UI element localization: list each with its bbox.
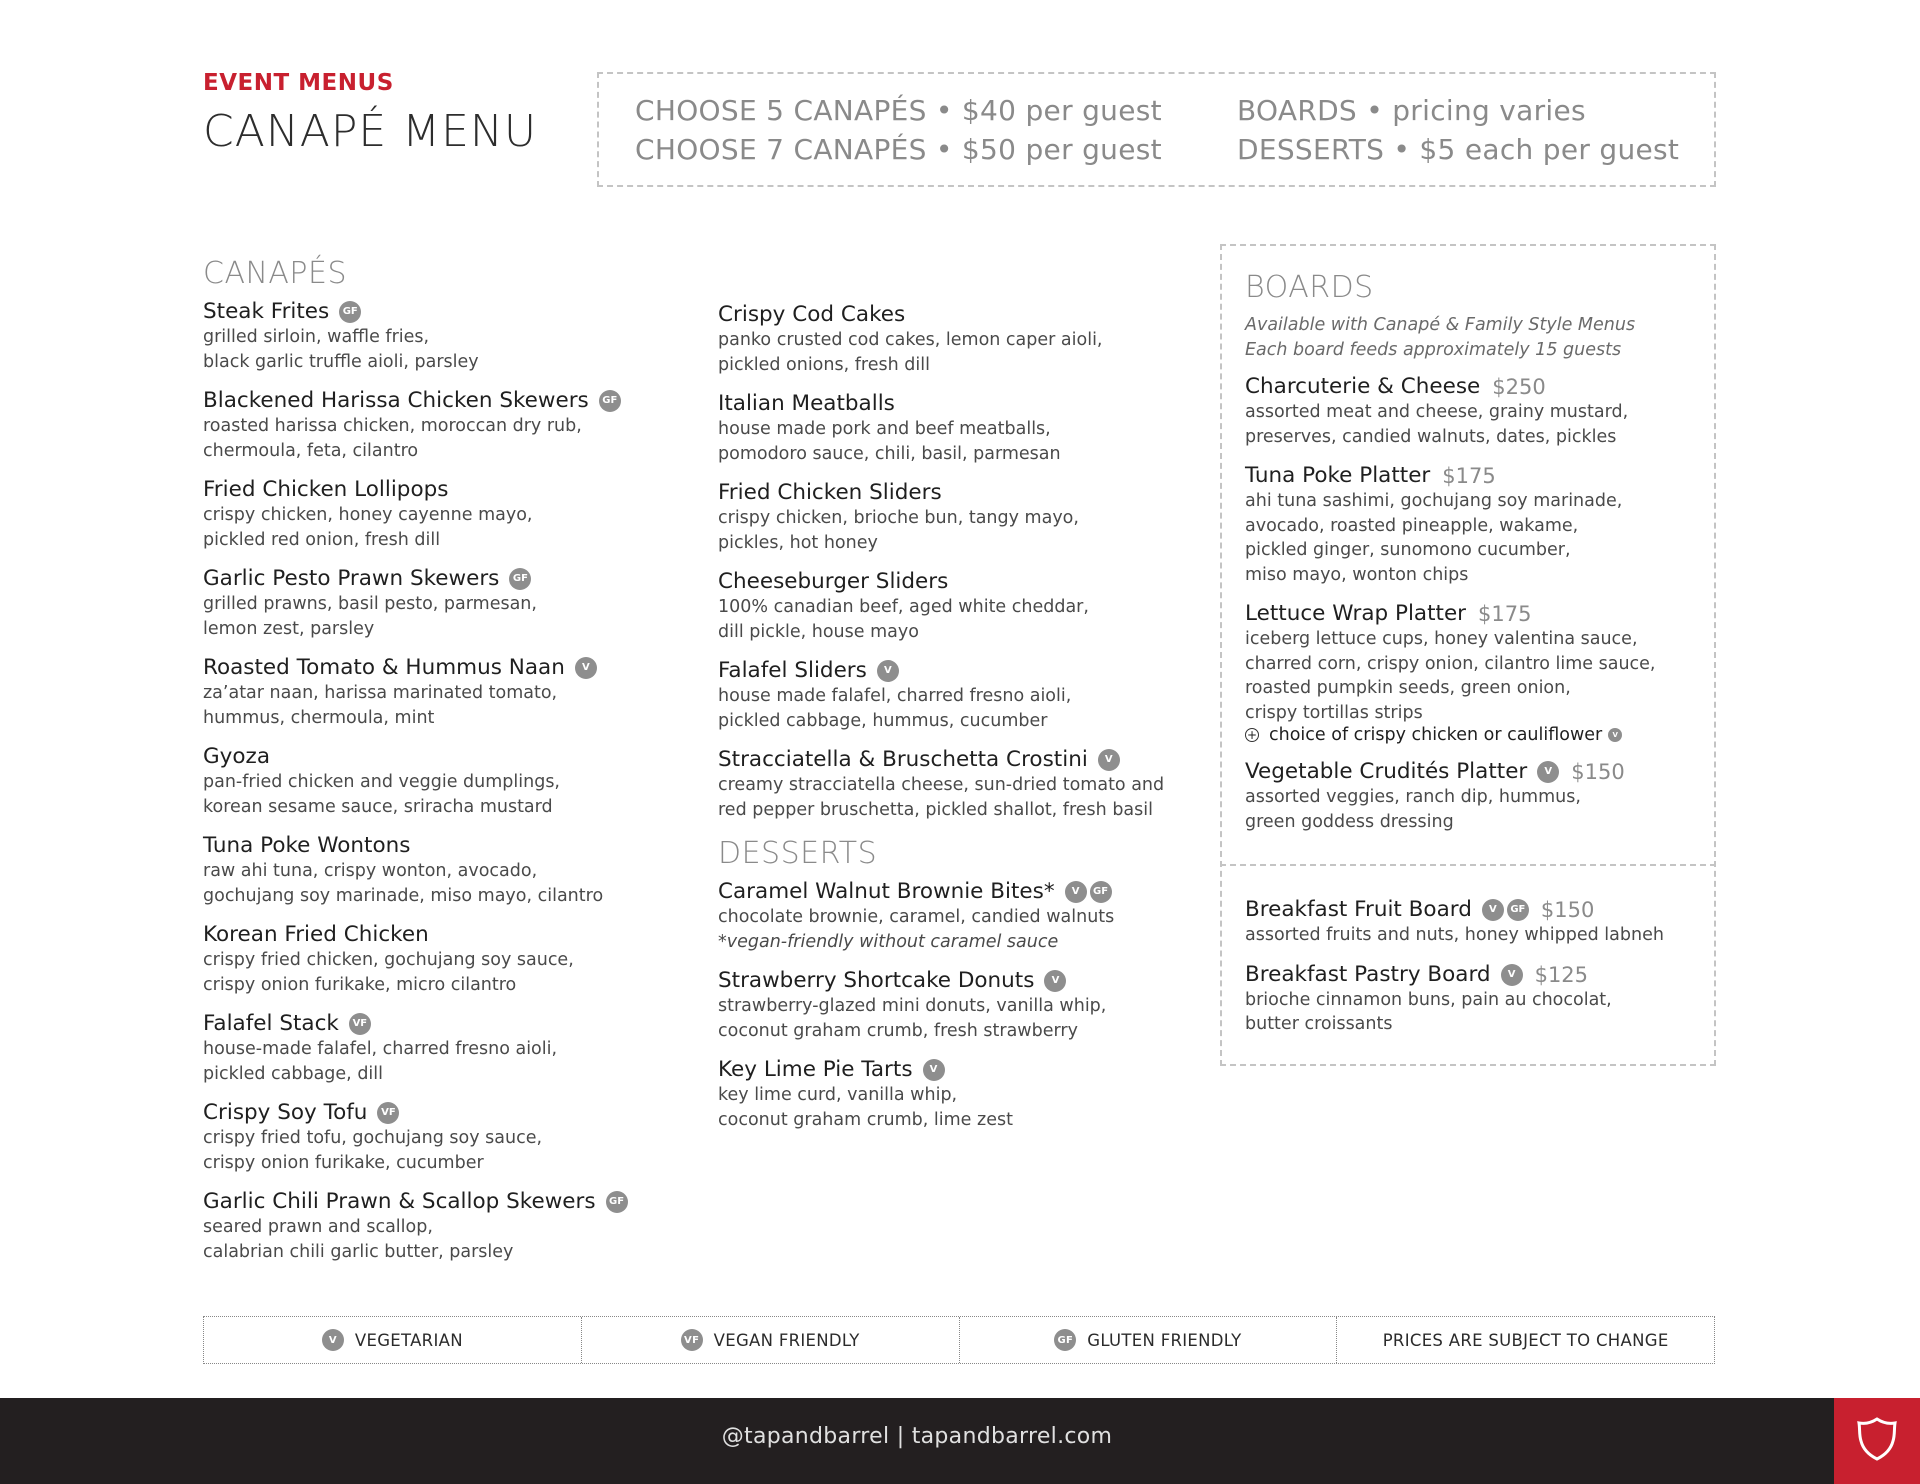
vegan-badge-icon: VF — [349, 1013, 371, 1035]
footer — [0, 1398, 1920, 1484]
menu-item-description: za’atar naan, harissa marinated tomato, — [203, 683, 558, 703]
vegetarian-badge-icon: V — [1537, 761, 1559, 783]
menu-item-description: pan-fried chicken and veggie dumplings, — [203, 772, 560, 792]
menu-item-title-row — [1245, 601, 1656, 627]
menu-item-title-row — [1245, 897, 1664, 923]
menu-item-title-row — [718, 968, 1164, 994]
menu-item-title-row — [718, 391, 1164, 417]
vegetarian-badge-icon: V — [877, 660, 899, 682]
menu-item-name: Crispy Soy Tofu — [203, 1100, 368, 1125]
menu-item-name: Lettuce Wrap Platter — [1245, 601, 1467, 626]
menu-item-name: Caramel Walnut Brownie Bites* — [718, 879, 1055, 904]
menu-item-title-row — [718, 747, 1164, 773]
menu-item-description: assorted veggies, ranch dip, hummus, — [1245, 787, 1581, 807]
legend-prices — [1337, 1317, 1714, 1363]
menu-item-title-row — [203, 655, 628, 681]
menu-item — [203, 655, 628, 730]
gluten-badge-icon: GF — [599, 390, 621, 412]
legend-gluten — [960, 1317, 1338, 1363]
menu-item — [718, 658, 1164, 733]
canapes-list — [203, 299, 628, 1264]
legend-vegan — [582, 1317, 960, 1363]
menu-item-description: strawberry-glazed mini donuts, vanilla whip, — [718, 996, 1107, 1016]
menu-item-description: dill pickle, house mayo — [718, 621, 919, 642]
menu-item-name: Gyoza — [203, 744, 270, 769]
menu-item-description: crispy fried chicken, gochujang soy sauce, — [203, 950, 574, 970]
pricing-line: BOARDS • pricing varies — [1237, 94, 1586, 127]
menu-item — [718, 302, 1164, 377]
vegetarian-badge-icon: V — [1044, 970, 1066, 992]
menu-item-description: charred corn, crispy onion, cilantro lime sauce, — [1245, 653, 1656, 674]
menu-item-description: lemon zest, parsley — [203, 618, 375, 639]
menu-item-name: Fried Chicken Sliders — [718, 480, 942, 505]
menu-item-name: Korean Fried Chicken — [203, 922, 429, 947]
menu-item — [1245, 759, 1656, 834]
menu-item-description: roasted harissa chicken, moroccan dry rub, — [203, 416, 582, 436]
menu-item-description: house made falafel, charred fresno aioli, — [718, 686, 1072, 706]
menu-item-title-row — [203, 299, 628, 325]
menu-item-description: roasted pumpkin seeds, green onion, — [1245, 678, 1571, 698]
menu-item — [1245, 601, 1656, 745]
vegan-badge-icon: VF — [681, 1329, 703, 1351]
menu-item-name: Key Lime Pie Tarts — [718, 1057, 913, 1082]
menu-item-name: Steak Frites — [203, 299, 330, 324]
menu-item-name: Blackened Harissa Chicken Skewers — [203, 388, 589, 413]
dietary-legend — [203, 1316, 1715, 1364]
menu-item-name: Breakfast Pastry Board — [1245, 961, 1491, 987]
menu-item-description: red pepper bruschetta, pickled shallot, fresh basil — [718, 799, 1153, 820]
menu-item-description: black garlic truffle aioli, parsley — [203, 351, 479, 372]
menu-item — [718, 569, 1164, 644]
menu-item-name: Strawberry Shortcake Donuts — [718, 968, 1035, 993]
menu-item-description: raw ahi tuna, crispy wonton, avocado, — [203, 861, 538, 881]
menu-item — [203, 833, 628, 908]
menu-item-title-row — [1245, 374, 1656, 400]
vegetarian-badge-icon: V — [1098, 749, 1120, 771]
legend-label: VEGETARIAN — [354, 1330, 463, 1350]
menu-item-description: green goddess dressing — [1245, 811, 1454, 832]
menu-item-title-row — [1245, 759, 1656, 785]
menu-item-title-row — [203, 1100, 628, 1126]
menu-item-title-row — [203, 1011, 628, 1037]
menu-item-price: $250 — [1492, 375, 1546, 399]
menu-item-description: coconut graham crumb, lime zest — [718, 1109, 1013, 1130]
canapes-column-2 — [718, 302, 1164, 1146]
menu-item-title-row — [203, 388, 628, 414]
shield-icon — [1853, 1415, 1901, 1467]
vegetarian-badge-icon: V — [322, 1329, 344, 1351]
legend-label: PRICES ARE SUBJECT TO CHANGE — [1382, 1330, 1669, 1350]
menu-item — [203, 1100, 628, 1175]
boards-list — [1245, 374, 1656, 834]
menu-item-title-row — [718, 302, 1164, 328]
menu-item-title-row — [1245, 962, 1664, 988]
menu-item-description: pickled onions, fresh dill — [718, 354, 930, 375]
menu-item-name: Stracciatella & Bruschetta Crostini — [718, 747, 1088, 772]
menu-item — [203, 1189, 628, 1264]
menu-item-description: crispy onion furikake, cucumber — [203, 1152, 484, 1173]
menu-item-description: grilled prawns, basil pesto, parmesan, — [203, 594, 537, 614]
menu-item-name: Tuna Poke Platter — [1245, 463, 1431, 488]
menu-item-description: chocolate brownie, caramel, candied walnuts — [718, 907, 1115, 927]
menu-item — [718, 391, 1164, 466]
menu-item-description: chermoula, feta, cilantro — [203, 440, 419, 461]
choice-text: choice of crispy chicken or cauliflower — [1269, 725, 1603, 745]
menu-item-description: pomodoro sauce, chili, basil, parmesan — [718, 443, 1061, 464]
menu-item-description: grilled sirloin, waffle fries, — [203, 327, 430, 347]
desserts-heading: DESSERTS — [718, 836, 878, 871]
menu-item-title-row — [718, 569, 1164, 595]
desserts-list — [718, 879, 1164, 1132]
menu-item-choice — [1245, 725, 1656, 745]
menu-item-description: ahi tuna sashimi, gochujang soy marinade, — [1245, 491, 1623, 511]
pricing-line: DESSERTS • $5 each per guest — [1237, 133, 1680, 166]
menu-item-description: avocado, roasted pineapple, wakame, — [1245, 515, 1579, 536]
boards-divider — [1220, 864, 1716, 866]
menu-item-description: house-made falafel, charred fresno aioli, — [203, 1039, 558, 1059]
menu-item-title-row — [203, 833, 628, 859]
menu-item-description: panko crusted cod cakes, lemon caper aioli, — [718, 330, 1103, 350]
menu-item — [718, 747, 1164, 822]
breakfast-list — [1245, 897, 1664, 1037]
vegetarian-badge-icon: V — [923, 1059, 945, 1081]
gluten-badge-icon: GF — [339, 301, 361, 323]
menu-item-description: assorted meat and cheese, grainy mustard, — [1245, 402, 1629, 422]
menu-item-description: crispy tortillas strips — [1245, 702, 1423, 723]
menu-item-name: Garlic Chili Prawn & Scallop Skewers — [203, 1189, 596, 1214]
logo — [1834, 1398, 1920, 1484]
menu-item-name: Breakfast Fruit Board — [1245, 897, 1472, 922]
plus-circle-icon: + — [1246, 728, 1258, 742]
menu-item — [203, 1011, 628, 1086]
menu-item-name: Fried Chicken Lollipops — [203, 477, 449, 502]
page-title: CANAPÉ MENU — [203, 106, 538, 157]
menu-item-description: pickled cabbage, hummus, cucumber — [718, 710, 1048, 731]
menu-item-name: Cheeseburger Sliders — [718, 569, 949, 594]
menu-item-description: assorted fruits and nuts, honey whipped labneh — [1245, 925, 1664, 945]
gluten-badge-icon: GF — [1507, 899, 1529, 921]
legend-label: VEGAN FRIENDLY — [713, 1330, 860, 1350]
menu-item-title-row — [718, 879, 1164, 905]
menu-item-price: $150 — [1571, 760, 1625, 784]
menu-item — [1245, 374, 1656, 449]
menu-item-description: preserves, candied walnuts, dates, pickles — [1245, 426, 1617, 447]
menu-item-title-row — [203, 477, 628, 503]
menu-item-note: *vegan-friendly without caramel sauce — [718, 931, 1059, 952]
menu-item-title-row — [718, 658, 1164, 684]
menu-item-description: korean sesame sauce, sriracha mustard — [203, 796, 553, 817]
menu-item — [203, 477, 628, 552]
menu-item-title-row — [203, 566, 628, 592]
vegetarian-badge-icon: V — [1482, 899, 1504, 921]
boards-subtitle: Each board feeds approximately 15 guests — [1245, 339, 1622, 360]
menu-item-title-row — [203, 744, 628, 770]
menu-item-description: house made pork and beef meatballs, — [718, 419, 1051, 439]
menu-item-name: Roasted Tomato & Hummus Naan — [203, 655, 565, 680]
menu-item — [1245, 463, 1656, 587]
gluten-badge-icon: GF — [509, 568, 531, 590]
menu-item-description: pickles, hot honey — [718, 532, 878, 553]
menu-item — [1245, 897, 1664, 948]
vegetarian-badge-icon: V — [575, 657, 597, 679]
pricing-line: CHOOSE 7 CANAPÉS • $50 per guest — [635, 133, 1162, 166]
menu-item-name: Charcuterie & Cheese — [1245, 374, 1481, 399]
menu-item-name: Tuna Poke Wontons — [203, 833, 411, 858]
boards-column — [1245, 270, 1656, 848]
menu-item-description: 100% canadian beef, aged white cheddar, — [718, 597, 1089, 617]
canapes-list-2 — [718, 302, 1164, 822]
event-menus-label: EVENT MENUS — [203, 70, 394, 96]
menu-item-description: hummus, chermoula, mint — [203, 707, 435, 728]
menu-item — [718, 480, 1164, 555]
footer-links[interactable]: @tapandbarrel | tapandbarrel.com — [721, 1424, 1113, 1449]
legend-vegetarian — [204, 1317, 582, 1363]
breakfast-boards — [1245, 897, 1664, 1051]
menu-item — [718, 1057, 1164, 1132]
menu-item — [203, 388, 628, 463]
menu-item-description: calabrian chili garlic butter, parsley — [203, 1241, 514, 1262]
menu-item-title-row — [718, 1057, 1164, 1083]
menu-item-description: crispy onion furikake, micro cilantro — [203, 974, 517, 995]
gluten-badge-icon: GF — [606, 1191, 628, 1213]
menu-item-name: Crispy Cod Cakes — [718, 302, 906, 327]
menu-item-description: crispy fried tofu, gochujang soy sauce, — [203, 1128, 543, 1148]
vegan-badge-icon: VF — [377, 1102, 399, 1124]
menu-item-title-row — [203, 922, 628, 948]
boards-subtitle: Available with Canapé & Family Style Menus — [1245, 315, 1636, 335]
menu-item-name: Falafel Stack — [203, 1011, 339, 1036]
menu-item-description: key lime curd, vanilla whip, — [718, 1085, 958, 1105]
pricing-box — [597, 72, 1716, 187]
menu-item-description: gochujang soy marinade, miso mayo, cilantro — [203, 885, 604, 906]
vegetarian-badge-icon: V — [1501, 964, 1523, 986]
boards-heading: BOARDS — [1245, 270, 1374, 305]
menu-item — [203, 566, 628, 641]
menu-item-description: miso mayo, wonton chips — [1245, 564, 1469, 585]
menu-item-description: brioche cinnamon buns, pain au chocolat, — [1245, 989, 1612, 1010]
menu-item-price: $175 — [1478, 602, 1532, 626]
menu-item-name: Vegetable Crudités Platter — [1245, 759, 1528, 784]
menu-item-title-row — [1245, 463, 1656, 489]
menu-item-description: pickled cabbage, dill — [203, 1063, 384, 1084]
menu-item — [718, 879, 1164, 954]
legend-label: GLUTEN FRIENDLY — [1087, 1330, 1242, 1350]
menu-item — [1245, 962, 1664, 1037]
gluten-badge-icon: GF — [1090, 881, 1112, 903]
gluten-badge-icon: GF — [1054, 1329, 1076, 1351]
menu-item-title-row — [203, 1189, 628, 1215]
vegetarian-badge-icon: V — [1065, 881, 1087, 903]
menu-item-description: seared prawn and scallop, — [203, 1217, 433, 1237]
menu-item — [718, 968, 1164, 1043]
menu-item-price: $150 — [1540, 898, 1595, 922]
pricing-line: CHOOSE 5 CANAPÉS • $40 per guest — [635, 94, 1162, 127]
menu-item-description: iceberg lettuce cups, honey valentina sauce, — [1245, 629, 1638, 649]
menu-item-description: creamy stracciatella cheese, sun-dried tomato and — [718, 775, 1165, 795]
canapes-heading: CANAPÉS — [203, 256, 348, 291]
menu-item — [203, 922, 628, 997]
menu-item — [203, 299, 628, 374]
menu-item-description: crispy chicken, honey cayenne mayo, — [203, 505, 533, 525]
menu-item-description: butter croissants — [1245, 1014, 1393, 1034]
canapes-column — [203, 256, 628, 1278]
menu-item — [203, 744, 628, 819]
menu-item-name: Italian Meatballs — [718, 391, 895, 416]
vegetarian-badge-icon: V — [1608, 728, 1622, 742]
menu-item-description: pickled red onion, fresh dill — [203, 529, 441, 550]
menu-item-description: pickled ginger, sunomono cucumber, — [1245, 540, 1571, 560]
menu-item-price: $125 — [1534, 962, 1589, 987]
menu-item-title-row — [718, 480, 1164, 506]
menu-item-description: coconut graham crumb, fresh strawberry — [718, 1020, 1078, 1041]
menu-item-description: crispy chicken, brioche bun, tangy mayo, — [718, 508, 1079, 528]
menu-item-name: Falafel Sliders — [718, 658, 867, 683]
menu-item-name: Garlic Pesto Prawn Skewers — [203, 566, 500, 591]
menu-item-price: $175 — [1442, 464, 1496, 488]
